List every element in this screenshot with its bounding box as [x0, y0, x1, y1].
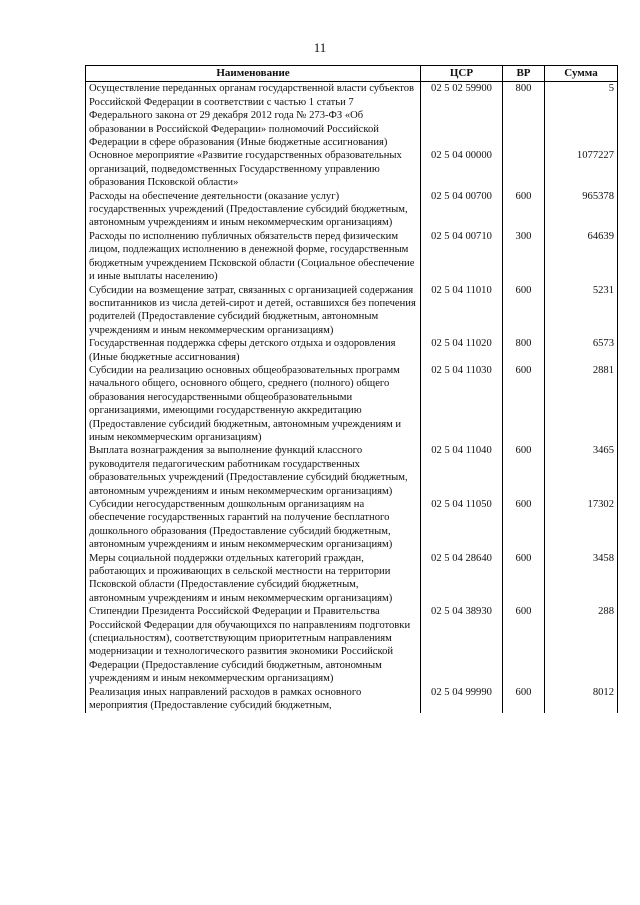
- row-name: Субсидии на реализацию основных общеобразовательных программ начального общего, основного общего, среднего (полного) общего образования негосударственными общеобразовательными организациями, имеющими государственную аккредитацию (Предоставление субсидий бюджетным, автономным учреждениям и иным некоммерческим организациям): [86, 364, 421, 444]
- table-row: [86, 686, 618, 713]
- row-sum: 8012: [545, 686, 618, 713]
- row-csr: 02 5 04 38930: [421, 605, 503, 685]
- row-vr: 600: [503, 552, 545, 606]
- row-sum: 3465: [545, 444, 618, 498]
- row-name: Меры социальной поддержки отдельных категорий граждан, работающих и проживающих в сельской местности на территории Псковской области (Предоставление субсидий бюджетным, автономным учреждениям и иным некоммерческим организациям): [86, 552, 421, 606]
- row-csr: 02 5 04 11040: [421, 444, 503, 498]
- table-row: [86, 552, 618, 606]
- row-name: Расходы по исполнению публичных обязательств перед физическим лицом, подлежащих исполнению в денежной форме, государственным бюджетным учреждением Псковской области (Социальное обеспечение и иные выплаты населению): [86, 230, 421, 284]
- row-csr: 02 5 04 00000: [421, 149, 503, 189]
- row-name: Субсидии негосударственным дошкольным организациям на обеспечение государственных гарантий на получение бесплатного дошкольного образования (Предоставление субсидий бюджетным, автономным учреждениям и иным некоммерческим организациям): [86, 498, 421, 552]
- row-csr: 02 5 04 11050: [421, 498, 503, 552]
- table-row: [86, 605, 618, 685]
- row-sum: 6573: [545, 337, 618, 364]
- row-sum: 2881: [545, 364, 618, 444]
- row-name: Реализация иных направлений расходов в рамках основного мероприятия (Предоставление субсидий бюджетным,: [86, 686, 421, 713]
- row-name: Расходы на обеспечение деятельности (оказание услуг) государственных учреждений (Предоставление субсидий бюджетным, автономным учреждениям и иным некоммерческим организациям): [86, 190, 421, 230]
- row-vr: [503, 149, 545, 189]
- row-sum: 64639: [545, 230, 618, 284]
- row-name: Осуществление переданных органам государственной власти субъектов Российской Федерации в соответствии с частью 1 статьи 7 Федерального закона от 29 декабря 2012 года № 273-ФЗ «Об образовании в Российской Федерации» полномочий Российской Федерации в сфере образования (Иные бюджетные ассигнования): [86, 82, 421, 150]
- table-row: [86, 284, 618, 338]
- row-vr: 600: [503, 498, 545, 552]
- table-row: [86, 82, 618, 150]
- row-sum: 5231: [545, 284, 618, 338]
- table-header-row: [86, 66, 618, 82]
- header-vr: ВР: [503, 66, 545, 82]
- header-csr: ЦСР: [421, 66, 503, 82]
- row-csr: 02 5 02 59900: [421, 82, 503, 150]
- row-vr: 300: [503, 230, 545, 284]
- table-row: [86, 190, 618, 230]
- row-csr: 02 5 04 99990: [421, 686, 503, 713]
- row-sum: 965378: [545, 190, 618, 230]
- row-name: Основное мероприятие «Развитие государственных образовательных организаций, подведомственных Государственному управлению образования Псковской области»: [86, 149, 421, 189]
- row-sum: 17302: [545, 498, 618, 552]
- row-sum: 5: [545, 82, 618, 150]
- table-row: [86, 498, 618, 552]
- table-row: [86, 444, 618, 498]
- row-vr: 600: [503, 190, 545, 230]
- row-sum: 1077227: [545, 149, 618, 189]
- header-name: Наименование: [86, 66, 421, 82]
- row-csr: 02 5 04 00710: [421, 230, 503, 284]
- row-name: Государственная поддержка сферы детского отдыха и оздоровления (Иные бюджетные ассигнования): [86, 337, 421, 364]
- row-csr: 02 5 04 28640: [421, 552, 503, 606]
- budget-table: [85, 65, 618, 713]
- row-sum: 288: [545, 605, 618, 685]
- row-vr: 600: [503, 284, 545, 338]
- row-csr: 02 5 04 00700: [421, 190, 503, 230]
- row-vr: 600: [503, 686, 545, 713]
- row-csr: 02 5 04 11020: [421, 337, 503, 364]
- row-csr: 02 5 04 11030: [421, 364, 503, 444]
- row-name: Выплата вознаграждения за выполнение функций классного руководителя педагогическим работникам государственных образовательных учреждений (Предоставление субсидий бюджетным, автономным учреждениям и иным некоммерческим организациям): [86, 444, 421, 498]
- row-name: Стипендии Президента Российской Федерации и Правительства Российской Федерации для обучающихся по направлениям подготовки (специальностям), соответствующим приоритетным направлениям модернизации и технологического развития экономики Российской Федерации (Предоставление субсидий бюджетным, автономным учреждениям и иным некоммерческим организациям): [86, 605, 421, 685]
- header-sum: Сумма: [545, 66, 618, 82]
- row-csr: 02 5 04 11010: [421, 284, 503, 338]
- row-vr: 600: [503, 364, 545, 444]
- row-vr: 600: [503, 605, 545, 685]
- table-row: [86, 149, 618, 189]
- row-vr: 800: [503, 337, 545, 364]
- table-row: [86, 230, 618, 284]
- page-number: 11: [313, 40, 327, 55]
- row-vr: 600: [503, 444, 545, 498]
- row-sum: 3458: [545, 552, 618, 606]
- table-row: [86, 337, 618, 364]
- row-vr: 800: [503, 82, 545, 150]
- table-row: [86, 364, 618, 444]
- row-name: Субсидии на возмещение затрат, связанных с организацией содержания воспитанников из числа детей-сирот и детей, оставшихся без попечения родителей (Предоставление субсидий бюджетным, автономным учреждениям и иным некоммерческим организациям): [86, 284, 421, 338]
